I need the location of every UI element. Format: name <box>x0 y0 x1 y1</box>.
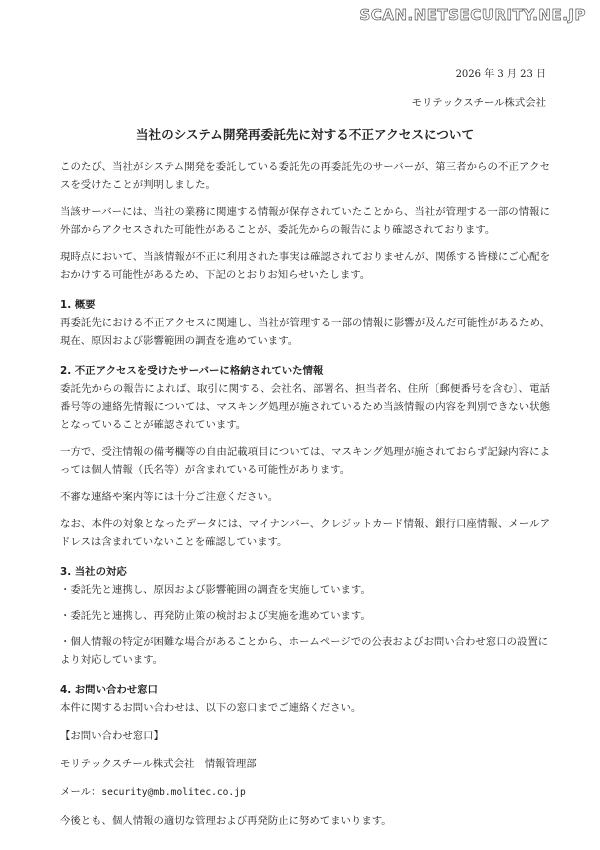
contact-email[interactable]: security@mb.molitec.co.jp <box>101 787 246 798</box>
response-bullet: ・委託先と連携し、再発防止策の検討および実施を進めています。 <box>60 610 371 622</box>
contact-label: 【お問い合わせ窓口】 <box>60 730 164 742</box>
document-date: 2026 年 3 月 23 日 <box>455 69 546 80</box>
intro-paragraph: このたび、当社がシステム開発を委託している委託先の再委託先のサーバーが、第三者からの不正アクセスを受けたことが判明しました。 <box>60 161 550 191</box>
contact-email-line <box>60 783 550 802</box>
contact-department: モリテックスチール株式会社 情報管理部 <box>60 758 257 770</box>
intro-paragraph: 現時点において、当該情報が不正に利用された事実は確認されておりませんが、関係する皆様にご心配をおかけする可能性があるため、下記のとおりお知らせいたします。 <box>60 251 550 281</box>
response-bullet: ・個人情報の特定が困難な場合があることから、ホームページでの公表およびお問い合わせ窓口の設置により対応しています。 <box>60 636 549 666</box>
section-heading-stored-info: 2. 不正アクセスを受けたサーバーに格納されていた情報 <box>60 365 324 377</box>
document-title: 当社のシステム開発再委託先に対する不正アクセスについて <box>135 127 475 142</box>
issuer-company: モリテックスチール株式会社 <box>411 97 546 109</box>
section-heading-overview: 1. 概要 <box>60 299 96 311</box>
section-paragraph: 委託先からの報告によれば、取引に関する、会社名、部署名、担当者名、住所〔郵便番号を含む〕、電話番号等の連絡先情報については、マスキング処理が施されているため当該情報の内容を判別できない状態となっていることが確認されています。 <box>60 383 550 431</box>
closing-paragraph: 今後とも、個人情報の適切な管理および再発防止に努めてまいります。 <box>60 815 392 827</box>
section-paragraph: 本件に関するお問い合わせは、以下の窓口までご連絡ください。 <box>60 702 362 714</box>
contact-email-prefix: メール： <box>60 786 102 798</box>
section-heading-contact: 4. お問い合わせ窓口 <box>60 684 158 696</box>
section-paragraph: 再委託先における不正アクセスに関連し、当社が管理する一部の情報に影響が及んだ可能性があるため、現在、原因および影響範囲の調査を進めています。 <box>60 317 550 347</box>
intro-paragraph: 当該サーバーには、当社の業務に関連する情報が保存されていたことから、当社が管理する一部の情報に外部からアクセスされた可能性があることが、委託先からの報告により確認されております。 <box>60 206 550 236</box>
section-paragraph: 不審な連絡や案内等には十分ご注意ください。 <box>60 491 279 503</box>
section-paragraph: 一方で、受注情報の備考欄等の自由記載項目については、マスキング処理が施されておらず記録内容によっては個人情報（氏名等）が含まれている可能性があります。 <box>60 446 550 476</box>
section-paragraph: なお、本件の対象となったデータには、マイナンバー、クレジットカード情報、銀行口座情報、メールアドレスは含まれていないことを確認しています。 <box>60 518 550 548</box>
response-bullet: ・委託先と連携し、原因および影響範囲の調査を実施しています。 <box>60 584 371 596</box>
watermark: SCAN.NETSECURITY.NE.JP <box>359 6 586 24</box>
section-heading-response: 3. 当社の対応 <box>60 566 127 578</box>
document-body <box>60 66 550 839</box>
